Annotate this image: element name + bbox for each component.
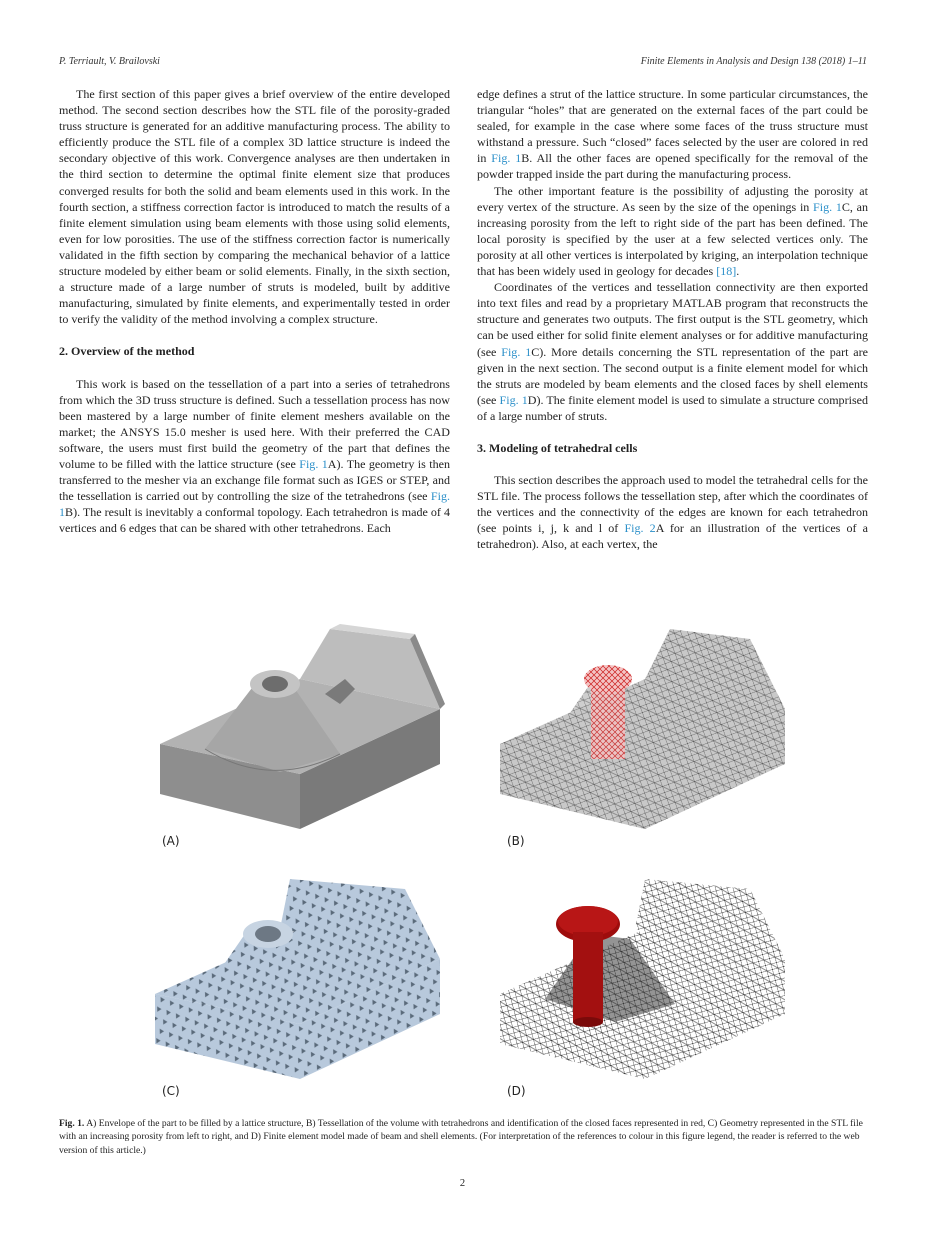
- fig-1-link[interactable]: Fig. 1: [813, 199, 842, 214]
- panel-label-b: (B): [507, 834, 525, 848]
- figure-caption: [59, 1117, 867, 1157]
- fe-model-image: [495, 874, 795, 1104]
- right-column: [477, 86, 868, 553]
- paragraph-tetrahedral: This section describes the approach used to model the tetrahedral cells for the STL file. The process follows the tessellation step, after which the coordinates of the vertices and the connectivity of the edges are known for each tetrahedron (see points i, j, k and l of Fig. 2A for an illustration of the vertices of a tetrahedron). Also, at each vertex, the: [477, 473, 868, 552]
- panel-label-d: (D): [507, 1084, 526, 1098]
- section-3-heading: 3. Modeling of tetrahedral cells: [477, 440, 638, 455]
- fig-1-link[interactable]: Fig. 1: [299, 456, 328, 471]
- solid-part-image: [150, 624, 450, 854]
- fig-1-link[interactable]: Fig. 1: [59, 489, 450, 520]
- section-2-heading: 2. Overview of the method: [59, 344, 195, 359]
- panel-label-a: (A): [162, 834, 180, 848]
- panel-a-solid-envelope: [150, 624, 450, 854]
- panel-d-fe-model: [495, 874, 795, 1104]
- panel-label-c: (C): [162, 1084, 180, 1098]
- stl-geometry-image: [150, 874, 450, 1104]
- panel-b-tessellation: [495, 624, 795, 854]
- tessellation-image: [495, 624, 795, 854]
- fig-1-link[interactable]: Fig. 1: [491, 151, 522, 166]
- left-column: [59, 86, 450, 536]
- figure-1: [150, 624, 775, 1106]
- paragraph-porosity: The other important feature is the possibility of adjusting the porosity at every vertex of the structure. As seen by the size of the openings in Fig. 1C, an increasing porosity from the left to right side of the part has been defined. The local porosity is specified by the user at a few selected vertices only. The porosity at all other vertices is interpolated by kriging, an interpolation technique that has been widely used in geology for decades [18].: [477, 183, 868, 279]
- fig-1-link[interactable]: Fig. 1: [499, 392, 528, 407]
- header-journal: Finite Elements in Analysis and Design 138 (2018) 1–11: [640, 56, 867, 67]
- fig-1-link[interactable]: Fig. 1: [501, 344, 532, 359]
- fig-2-link[interactable]: Fig. 2: [624, 521, 656, 536]
- page-number: 2: [459, 1178, 466, 1189]
- paragraph-overview: This work is based on the tessellation of a part into a series of tetrahedrons from which the 3D truss structure is defined. Such a tessellation process has now been mastered by a large number of finite element meshers available on the market; the ANSYS 15.0 mesher is used here. With their preferred the CAD software, the users must first build the geometry of the part that defines the volume to be filled with the lattice structure (see Fig. 1A). The geometry is then transferred to the mesher via an exchange file format such as IGES or STEP, and the tessellation is carried out by controlling the size of the tetrahedrons (see Fig. 1B). The result is inevitably a conformal topology. Each tetrahedron is made of 4 vertices and 6 edges that can be shared with other tetrahedrons. Each: [59, 376, 451, 536]
- paragraph-closed-faces: edge defines a strut of the lattice structure. In some particular circumstances, the triangular “holes” that are generated on the external faces of the part could be sealed, for example in the case where some faces of the truss structure must withstand a pressure. Such “closed” faces selected by the user are colored in red in Fig. 1B. All the other faces are opened specifically for the removal of the powder trapped inside the part during the manufacturing process.: [477, 87, 868, 182]
- citation-link[interactable]: [18]: [716, 264, 737, 279]
- running-head: [59, 56, 867, 70]
- header-authors: P. Terriault, V. Brailovski: [59, 56, 160, 67]
- paragraph-export: Coordinates of the vertices and tessellation connectivity are then exported into text files and read by a proprietary MATLAB program that reconstructs the structure and generates two outputs. The first output is the STL geometry, which can be used either for solid finite element analyses or for additive manufacturing (see Fig. 1C). More details concerning the STL representation of the part are given in the next section. The second output is a finite element model for which the struts are modeled by beam elements and the closed faces by shell elements (see Fig. 1D). The finite element model is used to simulate a structure comprised of a large number of struts.: [477, 280, 869, 423]
- paragraph-intro: The first section of this paper gives a brief overview of the entire developed method. The second section describes how the STL file of the porosity-graded truss structure is generated for an additive manufacturing process. The ability to efficiently produce the STL file of a complex 3D lattice structure is indeed the secondary objective of this work. Convergence analyses are then undertaken in the third section to determine the optimal finite element size that produces converged results for both the solid and beam elements used in this work. In the fourth section, a stiffness correction factor is introduced to match the results of a finite element simulation using beam elements with those using solid elements, even for low porosities. The use of the stiffness correction factor is numerically validated in the fifth section by comparing the mechanical behavior of a lattice structure modeled by either beam or solid elements. Finally, in the sixth section, a structure made of a large number of struts is modeled, built by additive manufacturing, simulated by finite elements, and experimentally tested in order to verify the validity of the method involving a complex structure.: [59, 87, 450, 327]
- panel-c-stl-geometry: [150, 874, 450, 1104]
- caption-label: Fig. 1.: [59, 1118, 85, 1129]
- caption-text: A) Envelope of the part to be filled by a lattice structure, B) Tessellation of the volume with tetrahedrons and identification of the closed faces represented in red, C) Geometry represented in the STL file with an increasing porosity from left to right, and D) Finite element model made of beam and shell elements. (For interpretation of the references to colour in this figure legend, the reader is referred to the web version of this article.): [59, 1118, 863, 1156]
